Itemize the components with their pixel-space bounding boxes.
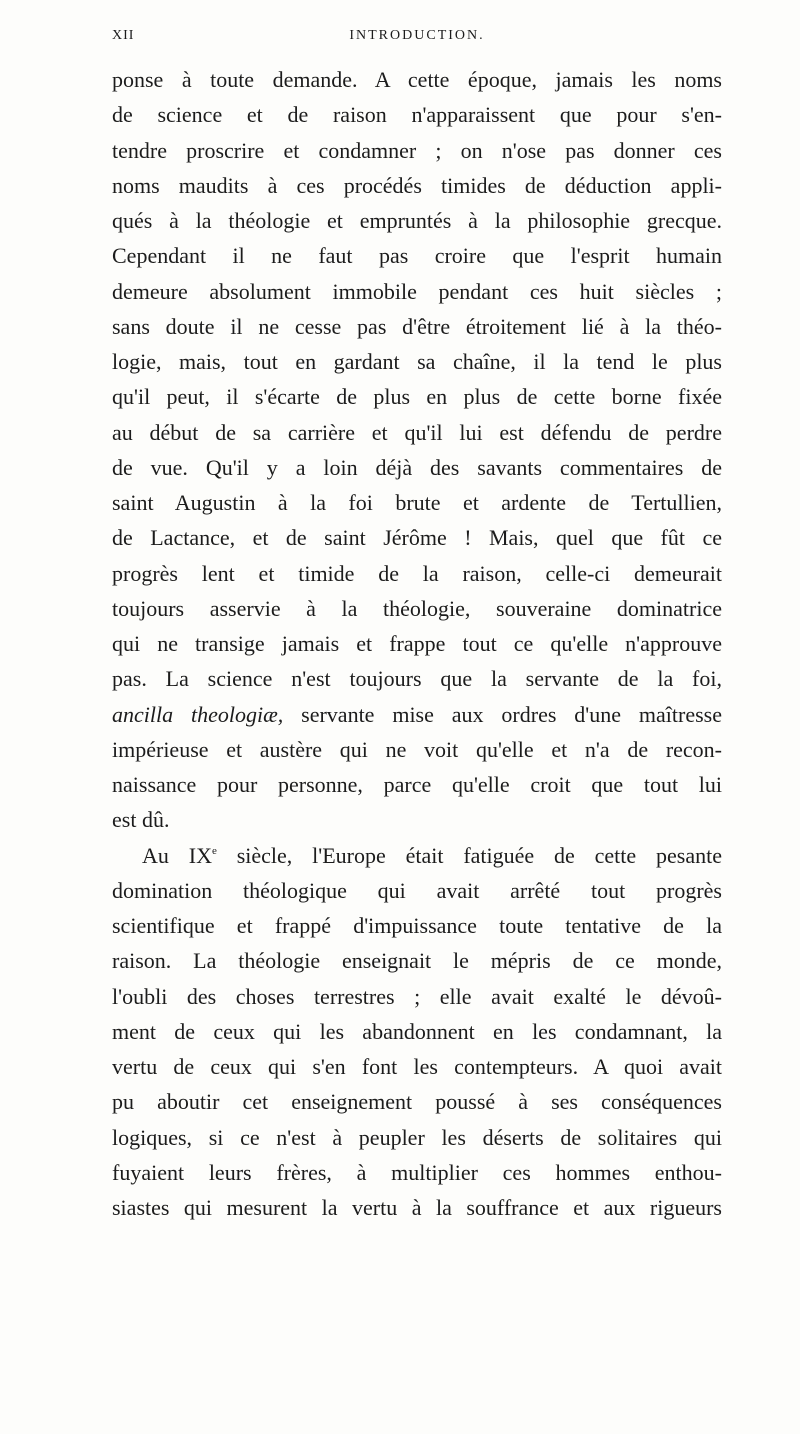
page-number: XII: [112, 28, 135, 43]
text-line: fuyaient leurs frères, à multiplier ces hommes enthou-: [112, 1159, 722, 1185]
latin-phrase: ancilla theologiæ,: [112, 701, 284, 727]
text-fragment: Au IX: [142, 842, 212, 868]
running-head: [112, 28, 722, 50]
text-line: pu aboutir cet enseignement poussé à ses conséquences: [112, 1089, 722, 1115]
text-line: logie, mais, tout en gardant sa chaîne, il la tend le plus: [112, 349, 722, 374]
text-line: de vue. Qu'il y a loin déjà des savants commentaires de: [112, 454, 722, 480]
text-line: qui ne transige jamais et frappe tout ce qu'elle n'approuve: [112, 631, 722, 656]
text-line: l'oubli des choses terrestres ; elle avait exalté le dévoû-: [112, 983, 722, 1009]
text-line: de science et de raison n'apparaissent que pour s'en-: [112, 102, 722, 128]
text-line: toujours asservie à la théologie, souveraine dominatrice: [112, 595, 722, 621]
paragraph-start-line: [112, 838, 722, 873]
text-line: noms maudits à ces procédés timides de déduction appli-: [112, 172, 722, 198]
text-line: au début de sa carrière et qu'il lui est défendu de perdre: [112, 419, 722, 445]
body-text: [112, 62, 722, 1225]
text-line: impérieuse et austère qui ne voit qu'elle et n'a de recon-: [112, 736, 722, 762]
text-line: naissance pour personne, parce qu'elle croit que tout lui: [112, 772, 722, 797]
text-line: saint Augustin à la foi brute et ardente de Tertullien,: [112, 490, 722, 515]
text-line: logiques, si ce n'est à peupler les déserts de solitaires qui: [112, 1124, 722, 1150]
text-fragment: siècle, l'Europe était fatiguée de cette pesante: [216, 842, 722, 868]
text-line: tendre proscrire et condamner ; on n'ose pas donner ces: [112, 137, 722, 163]
running-title: INTRODUCTION.: [349, 28, 485, 43]
text-line: qués à la théologie et empruntés à la philosophie grecque.: [112, 208, 722, 233]
text-line: [112, 697, 722, 732]
text-line: siastes qui mesurent la vertu à la souffrance et aux rigueurs: [112, 1195, 722, 1220]
text-fragment: servante mise aux ordres d'une maîtresse: [283, 701, 722, 727]
text-line: vertu de ceux qui s'en font les contempteurs. A quoi avait: [112, 1054, 722, 1079]
text-line: de Lactance, et de saint Jérôme ! Mais, quel que fût ce: [112, 525, 722, 551]
text-line: demeure absolument immobile pendant ces huit siècles ;: [112, 278, 722, 304]
text-line: sans doute il ne cesse pas d'être étroitement lié à la théo-: [112, 313, 722, 339]
text-line: scientifique et frappé d'impuissance toute tentative de la: [112, 913, 722, 938]
text-line: qu'il peut, il s'écarte de plus en plus de cette borne fixée: [112, 384, 722, 410]
text-line: ponse à toute demande. A cette époque, jamais les noms: [112, 67, 722, 92]
text-line: progrès lent et timide de la raison, celle-ci demeurait: [112, 560, 722, 586]
text-line: pas. La science n'est toujours que la servante de la foi,: [112, 666, 722, 692]
text-line: raison. La théologie enseignait le mépris de ce monde,: [112, 948, 722, 974]
text-line: ment de ceux qui les abandonnent en les condamnant, la: [112, 1018, 722, 1044]
superscript: e: [211, 844, 217, 857]
text-line: Cependant il ne faut pas croire que l'esprit humain: [112, 243, 722, 269]
text-line: est dû.: [112, 807, 170, 833]
text-line: domination théologique qui avait arrêté tout progrès: [112, 877, 722, 903]
